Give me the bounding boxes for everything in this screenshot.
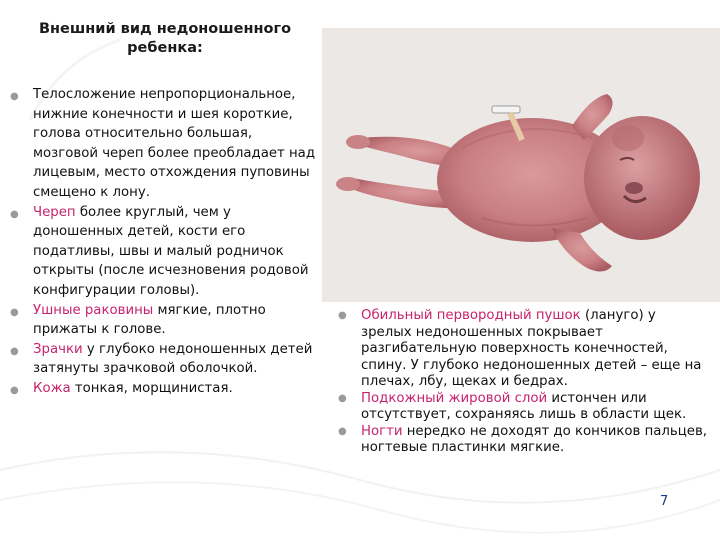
list-item: [10, 85, 320, 203]
page-number: 7: [660, 494, 669, 509]
list-item: [338, 424, 708, 457]
item-text: у глубоко недоношенных детей затянуты зрачковой оболочкой.: [33, 341, 313, 377]
item-text: нередко не доходят до кончиков пальцев, ногтевые пластинки мягкие.: [361, 423, 708, 455]
item-text: (лануго) у зрелых недоношенных покрывает разгибательную поверхность конечностей, спину. У глубоко недоношенных детей – еще на плечах, лбу, щеках и бедрах.: [361, 308, 702, 389]
bullet-icon: ●: [10, 345, 19, 357]
term-highlight: Подкожный жировой слой: [361, 390, 548, 406]
slide-title: [20, 20, 310, 58]
term-highlight: Череп: [33, 204, 76, 220]
item-text: мягкие, плотно прижаты к голове.: [33, 302, 266, 338]
bullet-icon: ●: [10, 384, 19, 396]
bullet-icon: ●: [338, 425, 347, 437]
bullet-icon: ●: [10, 306, 19, 318]
term-highlight: Зрачки: [33, 341, 83, 357]
left-bullet-list: [10, 85, 320, 399]
item-text: более круглый, чем у доношенных детей, кости его податливы, швы и малый родничок открыты (после исчезновения родовой конфигурации головы).: [33, 204, 309, 298]
bullet-icon: ●: [10, 91, 19, 102]
title-line-2: [20, 39, 310, 58]
infant-photo: [322, 28, 720, 302]
item-text: тонкая, морщинистая.: [70, 380, 233, 396]
term-highlight: Кожа: [33, 380, 71, 396]
list-item: [338, 391, 708, 424]
item-text: истончен или отсутствует, сохраняясь лишь в области щек.: [361, 390, 687, 422]
term-highlight: Ногти: [361, 423, 403, 439]
right-bullet-list: [338, 308, 708, 457]
list-item: [10, 340, 320, 379]
bullet-icon: ●: [338, 310, 347, 321]
title-word: ребенка: [127, 40, 197, 56]
item-text: Телосложение непропорциональное, нижние конечности и шея короткие, голова относительно большая, мозговой череп более преобладает над лицевым, место отхождения пуповины смещено к лону.: [33, 87, 316, 200]
list-item: [10, 301, 320, 340]
title-colon: :: [197, 40, 203, 56]
list-item: [10, 379, 320, 399]
list-item: [338, 308, 708, 391]
term-highlight: Обильный первородный пушок: [361, 308, 581, 323]
list-item: [10, 203, 320, 301]
title-line-1: Внешний вид недоношенного: [38, 21, 292, 37]
term-highlight: Ушные раковины: [33, 302, 154, 318]
bullet-icon: ●: [10, 208, 19, 220]
bullet-icon: ●: [338, 392, 347, 404]
